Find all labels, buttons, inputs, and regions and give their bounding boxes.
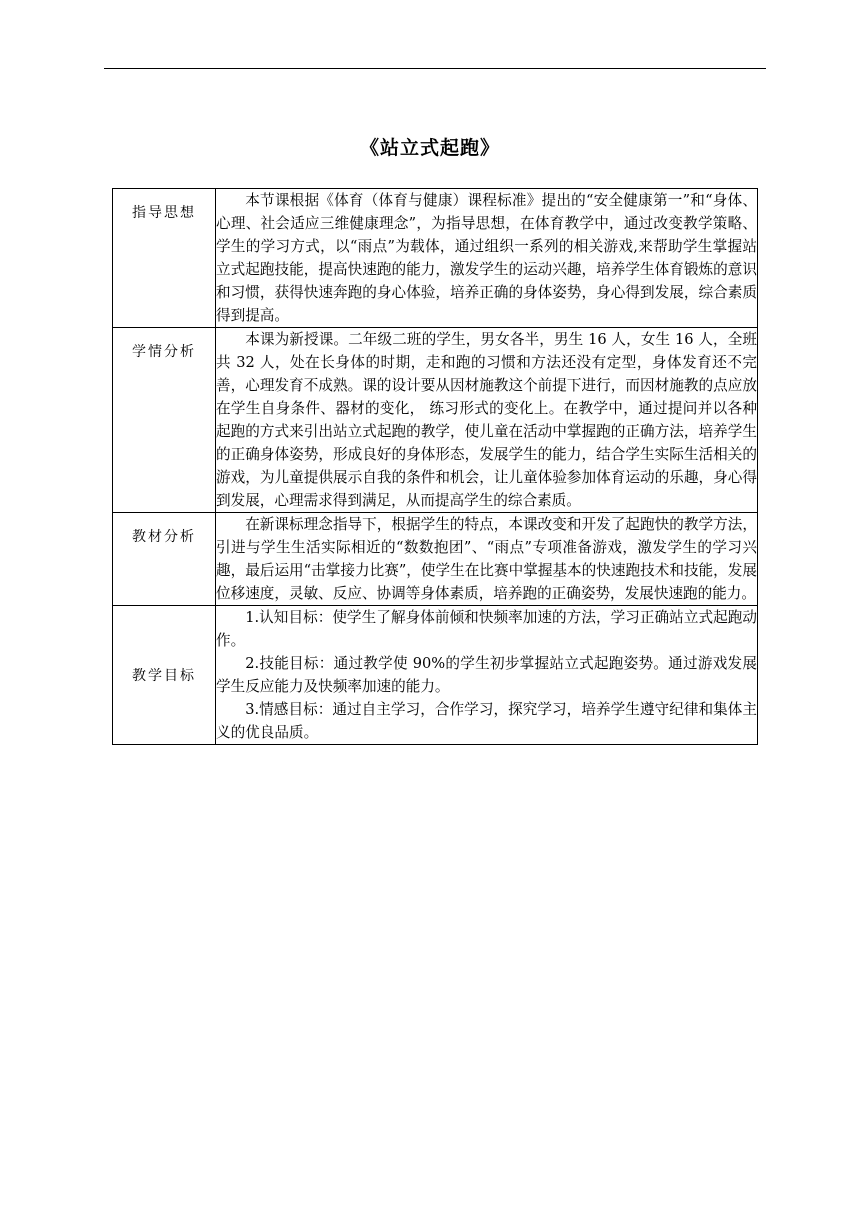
header-rule: [104, 68, 766, 69]
table-row: [113, 606, 758, 745]
content-guiding-idea: [216, 189, 758, 328]
section-text: 本节课根据《体育（体育与健康）课程标准》提出的“安全健康第一”和“身体、心理、社会适应三维健康理念”，为指导思想，在体育教学中，通过改变教学策略、学生的学习方式，以“雨点”为载体，通过组织一系列的相关游戏,来帮助学生掌握站立式起跑技能，提高快速跑的能力，激发学生的运动兴趣，培养学生体育锻炼的意识和习惯，获得快速奔跑的身心体验，培养正确的身体姿势，身心得到发展，综合素质得到提高。: [216, 192, 757, 324]
label-material-analysis: [113, 513, 216, 606]
goal-item: 2.技能目标：通过教学使 90%的学生初步掌握站立式起跑姿势。通过游戏发展学生反应能力及快频率加速的能力。: [216, 655, 757, 695]
lesson-plan-table: [112, 188, 758, 745]
goal-item: 3.情感目标：通过自主学习，合作学习，探究学习，培养学生遵守纪律和集体主义的优良品质。: [216, 701, 757, 741]
section-label: 指导思想: [132, 205, 196, 221]
content-material-analysis: [216, 513, 758, 606]
label-teaching-goals: [113, 606, 216, 745]
document-title: 《站立式起跑》: [359, 137, 500, 159]
label-guiding-idea: [113, 189, 216, 328]
content-student-analysis: [216, 328, 758, 513]
section-label: 学情分析: [132, 344, 196, 360]
goal-item: 1.认知目标：使学生了解身体前倾和快频率加速的方法，学习正确站立式起跑动作。: [216, 609, 757, 649]
table-row: [113, 513, 758, 606]
section-text: 在新课标理念指导下，根据学生的特点，本课改变和开发了起跑快的教学方法，引进与学生生活实际相近的“数数抱团”、“雨点”专项准备游戏，激发学生的学习兴趣，最后运用“击掌接力比赛”，使学生在比赛中掌握基本的快速跑技术和技能，发展位移速度，灵敏、反应、协调等身体素质，培养跑的正确姿势，发展快速跑的能力。: [216, 516, 757, 602]
table-row: [113, 189, 758, 328]
label-student-analysis: [113, 328, 216, 513]
section-label: 教学目标: [132, 668, 196, 684]
section-text: 本课为新授课。二年级二班的学生，男女各半，男生 16 人，女生 16 人，全班共 32 人，处在长身体的时期，走和跑的习惯和方法还没有定型，身体发育还不完善，心理发育不成熟。课的设计要从因材施教这个前提下进行，而因材施教的点应放在学生自身条件、器材的变化， 练习形式的变化上。在教学中，通过提问并以各种起跑的方式来引出站立式起跑的教学，使儿童在活动中掌握跑的正确方法，培养学生的正确身体姿势，形成良好的身体形态，发展学生的能力，结合学生实际生活相关的游戏，为儿童提供展示自我的条件和机会，让儿童体验参加体育运动的乐趣，身心得到发展，心理需求得到满足，从而提高学生的综合素质。: [216, 331, 757, 509]
table-row: [113, 328, 758, 513]
content-teaching-goals: [216, 606, 758, 745]
section-label: 教材分析: [132, 529, 196, 545]
